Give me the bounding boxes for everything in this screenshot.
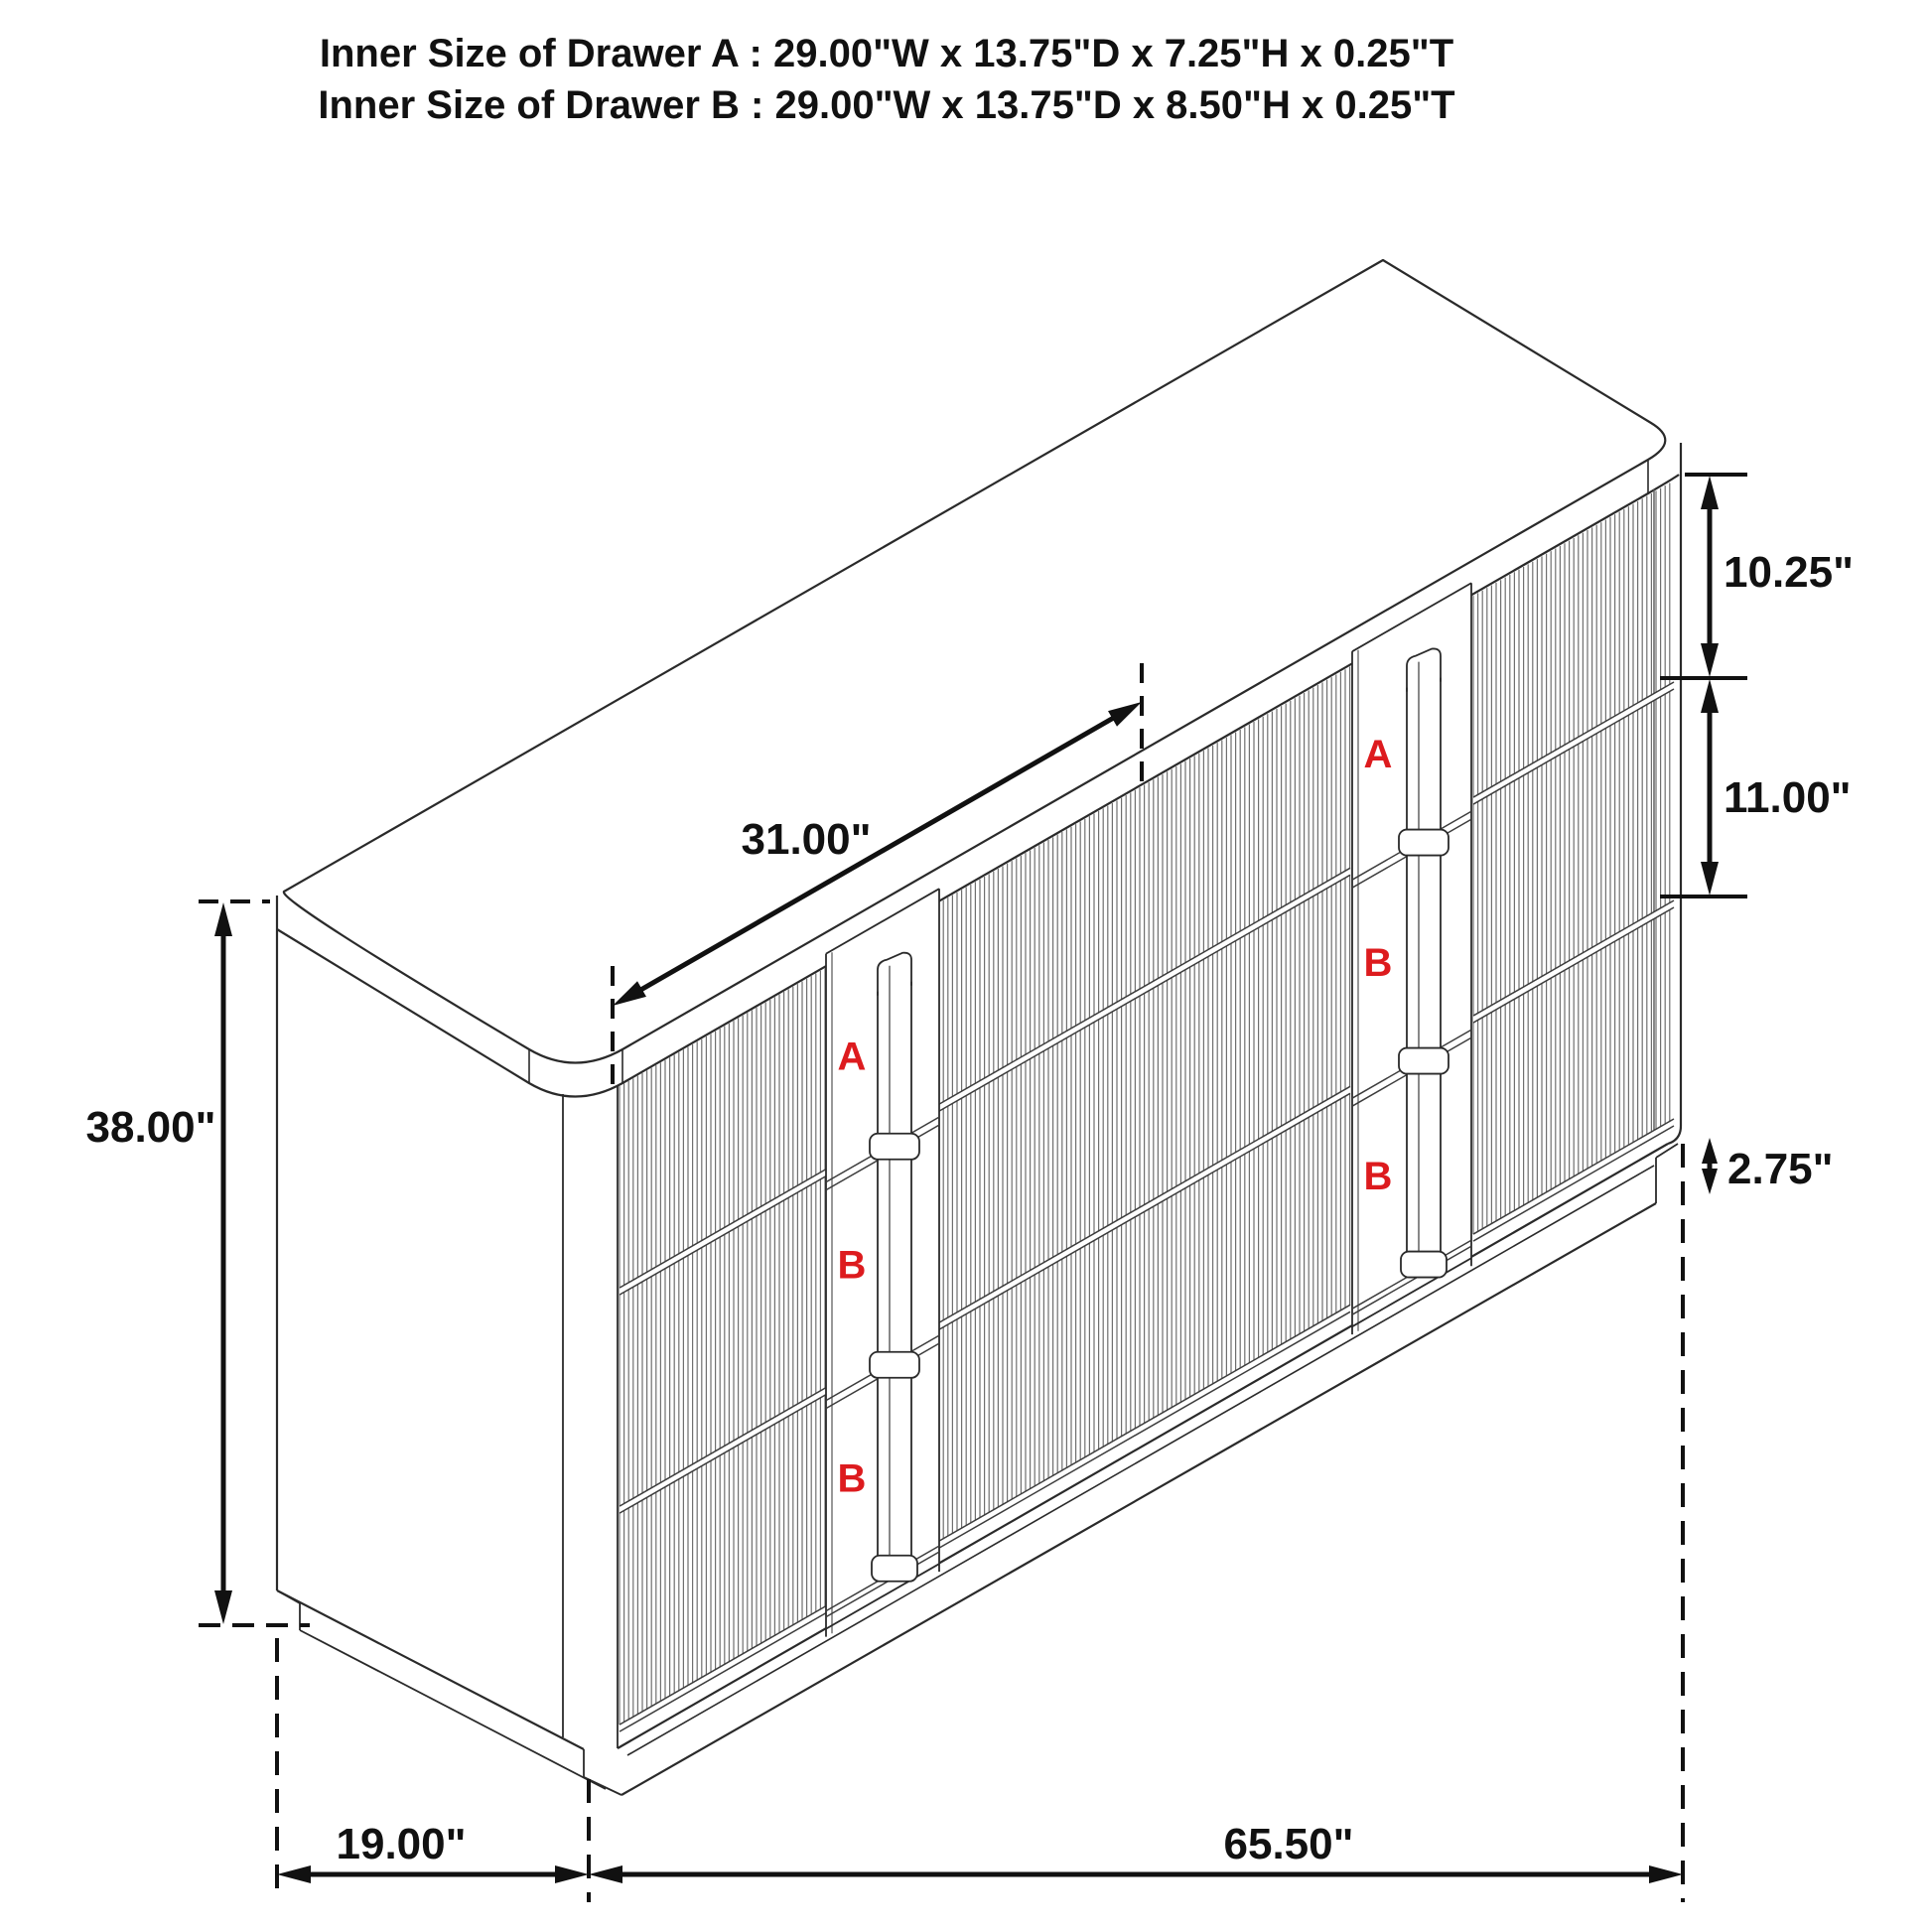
dim-top-drawer-height (1660, 475, 1854, 678)
diagram-title-line-1: Inner Size of Drawer A : 29.00"W x 13.75"D x 7.25"H x 0.25"T (319, 32, 1454, 75)
diagram-title (318, 32, 1454, 127)
dim-label-overall-height: 38.00" (85, 1103, 216, 1152)
drawer-label-right-1: B (1363, 941, 1393, 986)
dim-base-height (1702, 1138, 1834, 1194)
dim-label-top-drawer-height: 10.25" (1724, 548, 1854, 597)
dim-label-top-width: 31.00" (741, 815, 872, 864)
drawer-label-left-2: B (837, 1456, 867, 1501)
drawer-label-right-2: B (1363, 1155, 1393, 1199)
dim-label-overall-width: 65.50" (1223, 1820, 1354, 1868)
drawer-label-left-0: A (837, 1035, 867, 1079)
drawer-label-right-0: A (1363, 733, 1393, 777)
dim-label-depth: 19.00" (336, 1820, 467, 1868)
left-handle-strip-handle (870, 953, 919, 1582)
dim-label-base-height: 2.75" (1727, 1145, 1834, 1193)
dim-middle-drawer-height (1660, 679, 1852, 897)
dim-depth (277, 1820, 589, 1883)
dim-label-middle-drawer-height: 11.00" (1724, 773, 1852, 822)
drawer-label-left-1: B (837, 1243, 867, 1288)
right-handle-strip-handle (1399, 648, 1449, 1277)
diagram-title-line-2: Inner Size of Drawer B : 29.00"W x 13.75"D x 8.50"H x 0.25"T (318, 83, 1455, 127)
dim-overall-width (589, 1820, 1683, 1883)
